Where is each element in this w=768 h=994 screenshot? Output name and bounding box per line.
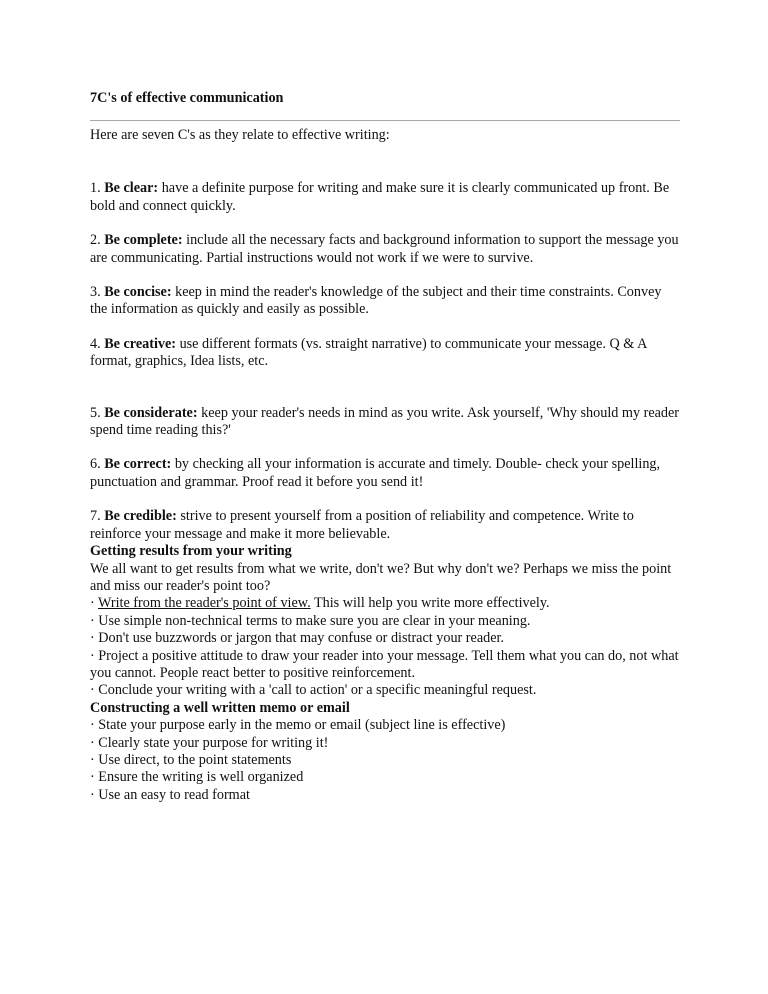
- item-text: include all the necessary facts and background information to support the message you are communicating. Partial instructions would not work if we were to survive.: [90, 232, 679, 266]
- results-bullet: · Write from the reader's point of view. This will help you write more effectively.: [90, 595, 550, 612]
- list-item-correct: 6. Be correct: by checking all your information is accurate and timely. Double- check your spelling, punctuation and grammar. Proof read it before you send it!: [90, 456, 661, 490]
- item-term: Be concise:: [104, 284, 172, 301]
- list-item-clear: 1. Be clear: have a definite purpose for writing and make sure it is clearly communicated up front. Be bold and connect quickly.: [90, 180, 670, 214]
- list-item-concise: 3. Be concise: keep in mind the reader's knowledge of the subject and their time constraints. Convey the information as quickly and easily as possible.: [90, 284, 662, 318]
- constructing-bullet: · Ensure the writing is well organized: [90, 769, 304, 786]
- item-text: keep your reader's needs in mind as you write. Ask yourself, 'Why should my reader spend time reading this?': [90, 404, 680, 439]
- item-term: Be creative:: [104, 335, 177, 352]
- results-bullet: · Conclude your writing with a 'call to action' or a specific meaningful request.: [90, 682, 537, 699]
- results-bullet: · Don't use buzzwords or jargon that may confuse or distract your reader.: [90, 630, 505, 647]
- item-term: Be complete:: [104, 232, 183, 249]
- item-term: Be correct:: [104, 456, 172, 473]
- item-text: by checking all your information is accurate and timely. Double- check your spelling, punctuation and grammar. Proof read it before you send it!: [90, 456, 661, 490]
- constructing-bullet: · Use an easy to read format: [90, 786, 250, 803]
- intro-text: Here are seven C's as they relate to effective writing:: [90, 127, 390, 143]
- list-item-creative: 4. Be creative: use different formats (vs. straight narrative) to communicate your message. Q & A format, graphics, Idea lists, etc.: [90, 335, 647, 370]
- document-title: 7C's of effective communication: [90, 90, 284, 106]
- item-term: Be credible:: [104, 508, 177, 525]
- document-page: [90, 90, 680, 804]
- list-item-credible: 7. Be credible: strive to present yourself from a position of reliability and competence. Write to reinforce your message and make it more believable.: [90, 508, 634, 542]
- list-item-complete: 2. Be complete: include all the necessary facts and background information to support the message you are communicating. Partial instructions would not work if we were to survive.: [90, 232, 679, 266]
- list-item-considerate: 5. Be considerate: keep your reader's needs in mind as you write. Ask yourself, 'Why should my reader spend time reading this?': [90, 404, 680, 439]
- item-text: strive to present yourself from a position of reliability and competence. Write to reinforce your message and make it more believable.: [90, 508, 634, 542]
- constructing-bullet: · Clearly state your purpose for writing it!: [90, 734, 329, 751]
- constructing-heading: Constructing a well written memo or email: [90, 699, 350, 716]
- results-intro: We all want to get results from what we write, don't we? But why don't we? Perhaps we miss the point and miss our reader's point too?: [90, 560, 672, 594]
- results-bullet: · Project a positive attitude to draw your reader into your message. Tell them what you can do, not what you cannot. People react better to positive reinforcement.: [90, 647, 679, 681]
- constructing-bullet: · Use direct, to the point statements: [90, 751, 292, 768]
- item-text: use different formats (vs. straight narrative) to communicate your message. Q & A format, graphics, Idea lists, etc.: [90, 335, 647, 370]
- item-text: have a definite purpose for writing and make sure it is clearly communicated up front. Be bold and connect quickly.: [90, 180, 670, 214]
- title-divider: [90, 120, 680, 121]
- item-term: Be considerate:: [104, 404, 198, 421]
- results-bullet: · Use simple non-technical terms to make sure you are clear in your meaning.: [90, 612, 531, 629]
- underlined-phrase: Write from the reader's point of view.: [98, 595, 311, 612]
- item-text: keep in mind the reader's knowledge of the subject and their time constraints. Convey the information as quickly and easily as possible.: [90, 284, 662, 318]
- results-heading: Getting results from your writing: [90, 543, 292, 560]
- constructing-bullet: · State your purpose early in the memo or email (subject line is effective): [90, 717, 506, 734]
- item-term: Be clear:: [104, 180, 159, 197]
